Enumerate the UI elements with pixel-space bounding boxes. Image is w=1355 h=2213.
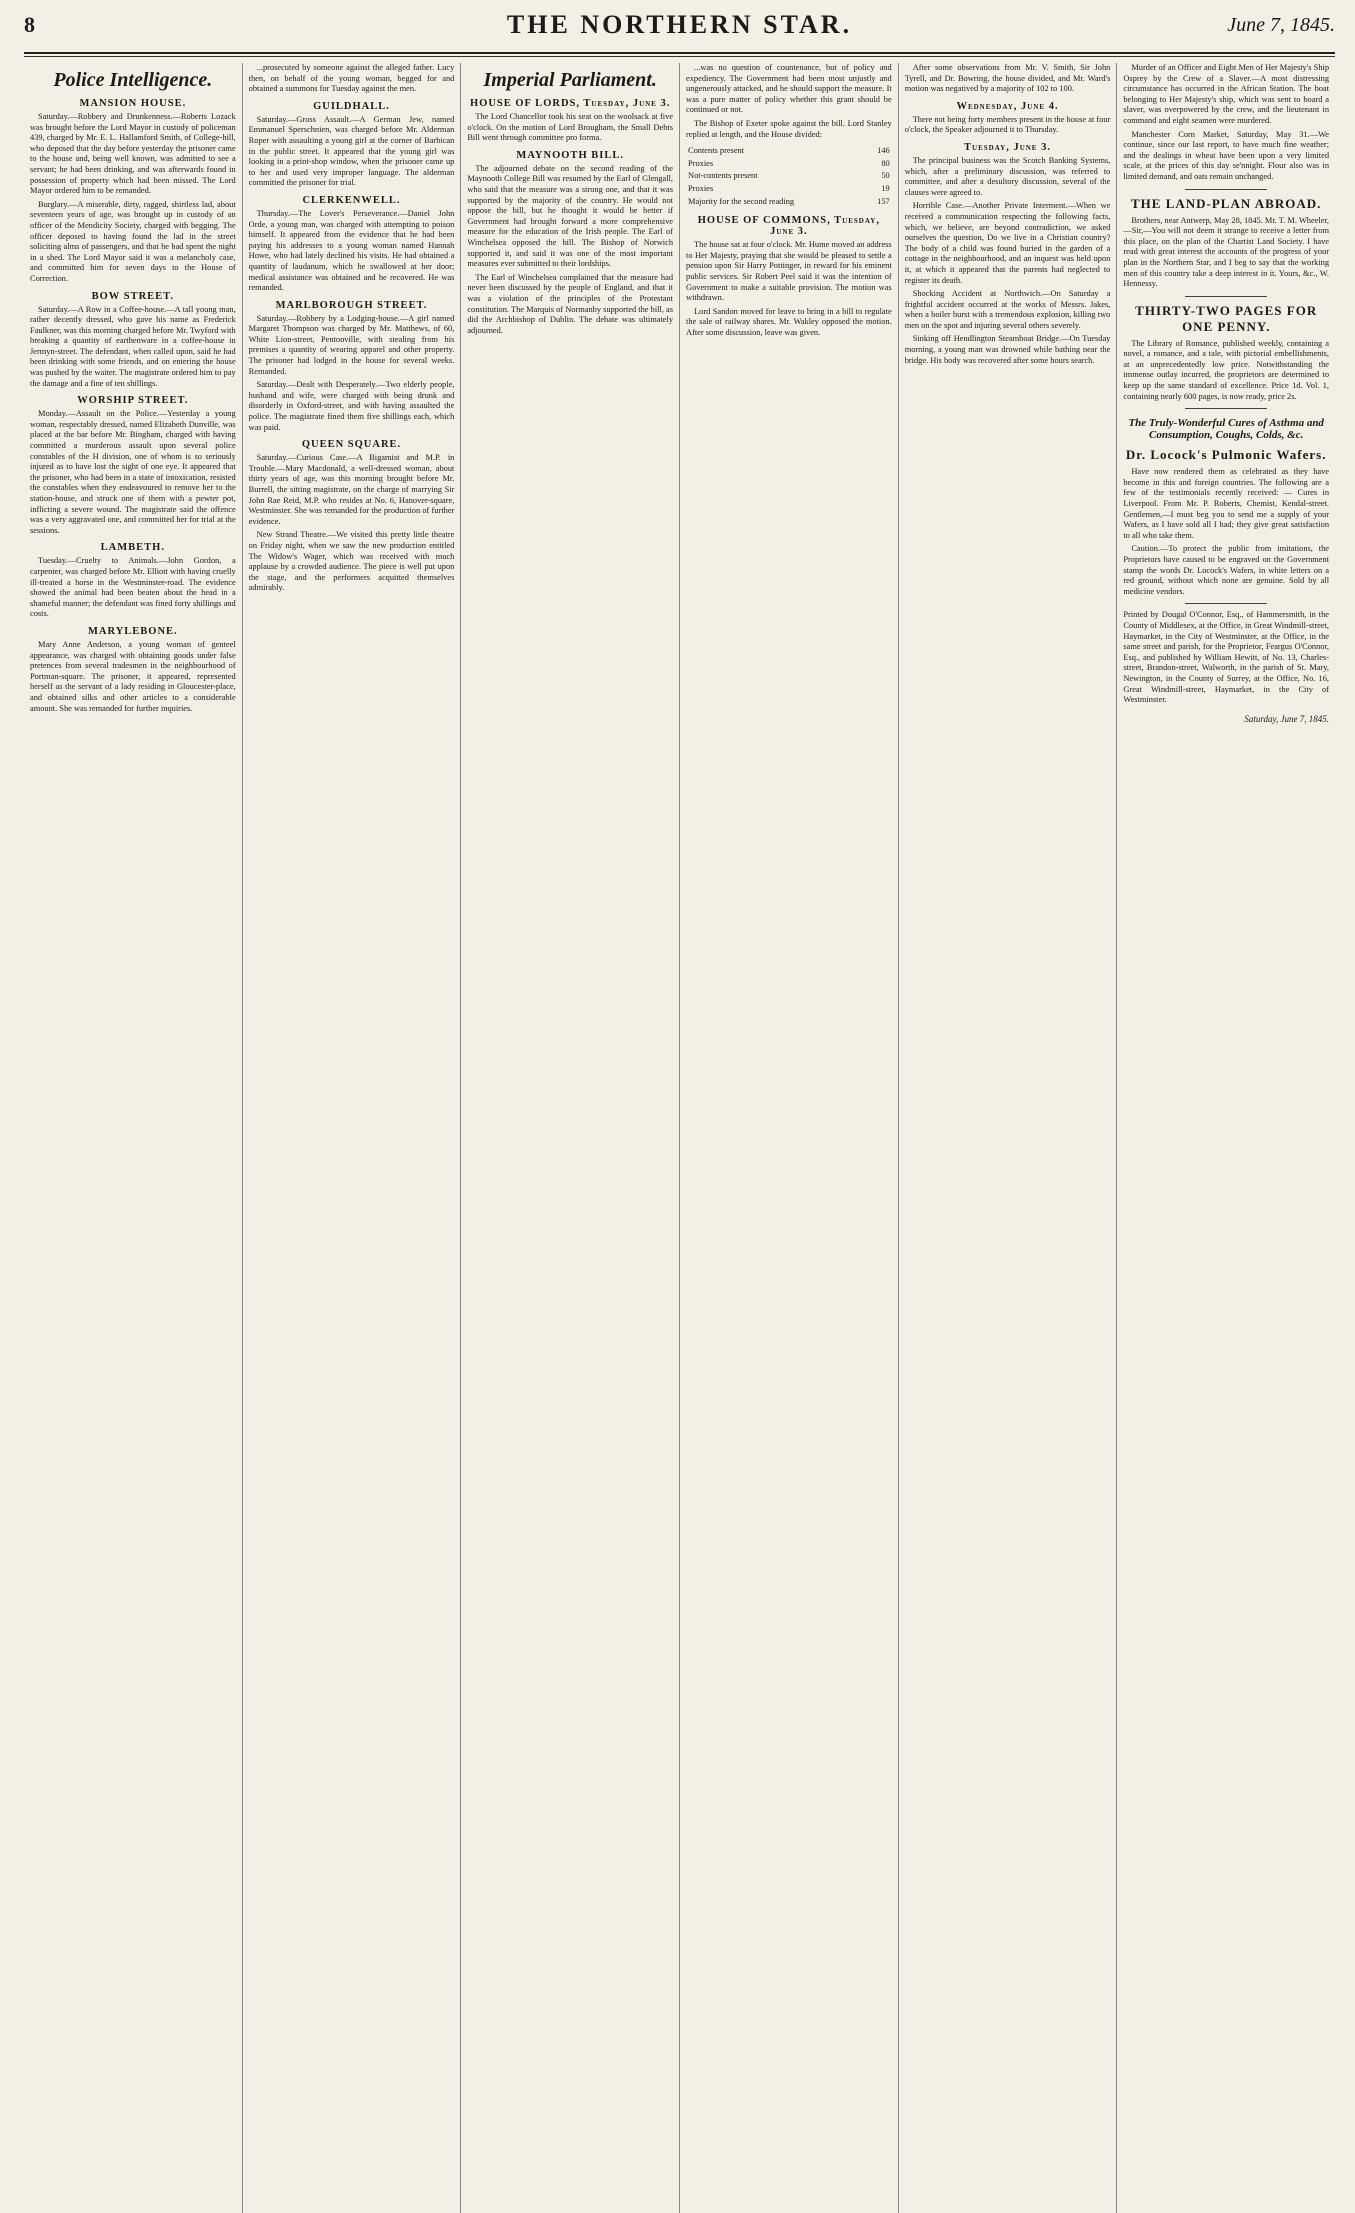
divider bbox=[1185, 189, 1267, 190]
article-text: Saturday.—A Row in a Coffee-house.—A tall young man, rather decently dressed, who gave his name as Frederick Faulkner, was this morning charged before Mr. Twyford with breaking a quantity of earthenware in a coffee-house in Jermyn-street. The defendant, when called upon, said he had been drinking with some friends, and on entering the house was pushed by the waiter. The magistrate ordered him to pay the damage and a fine of ten shillings. bbox=[30, 304, 236, 388]
division-label: Proxies bbox=[688, 183, 714, 193]
page-number: 8 bbox=[24, 12, 35, 37]
advertisement-subtitle: Dr. Locock's Pulmonic Wafers. bbox=[1125, 447, 1327, 463]
column-3-articles bbox=[467, 98, 673, 336]
column-2-articles bbox=[249, 63, 455, 594]
article-heading: QUEEN SQUARE. bbox=[301, 439, 402, 451]
division-count: 157 bbox=[877, 196, 890, 206]
article-heading: MAYNOOTH BILL. bbox=[516, 149, 624, 161]
article-heading: MARLBOROUGH STREET. bbox=[275, 299, 428, 311]
article-text: Saturday.—Dealt with Desperately.—Two elderly people, husband and wife, were charged with being drunk and disorderly in Oxford-street, and with having assaulted the police. The magistrate fined them five shillings each, which was paid. bbox=[248, 380, 455, 432]
section-title: Police Intelligence. bbox=[53, 69, 213, 91]
column-5-articles bbox=[905, 63, 1111, 366]
article-text: Horrible Case.—Another Private Interment.—When we received a communication respecting the following facts, which, we believe, are beyond contradiction, we asked ourselves the question, Do we live in a Christian country? The body of a child was found buried in the garden of a cottage in the neighbourhood, and an inquest was held upon it, at which it appeared that the parents had neglected to register its death. bbox=[904, 201, 1111, 285]
article-heading: MANSION HOUSE. bbox=[79, 98, 187, 109]
article-text: Thursday.—The Lover's Perseverance.—Daniel John Orde, a young man, was charged with attempting to poison himself. It appeared from the evidence that he had been paying his addresses to a young woman named Hannah Howe, who had lately declined his visits. He had obtained a quantity of laudanum, which he swallowed at her door; medical assistance was obtained and he recovered. He was remanded. bbox=[248, 208, 455, 293]
article-text: ...prosecuted by someone against the alleged father. Lucy then, on behalf of the young woman, begged for and obtained a summons for Tuesday against the men. bbox=[248, 63, 455, 94]
columns bbox=[24, 63, 1335, 2213]
article-text: Murder of an Officer and Eight Men of Her Majesty's Ship Osprey by the Crew of a Slaver.—A most distressing circumstance has occurred in the African Station. The boat belonging to Her Majesty's ship, which was sent to board a slaver, was overpowered by the crew, and the lieutenant in command and eight seamen were murdered. bbox=[1123, 63, 1330, 125]
article-text: Saturday.—Gross Assault.—A German Jew, named Emmanuel Sperschnien, was charged before Mr. Alderman Roper with assaulting a young girl at the corner of Barbican in the public street. It appeared that the young girl was looking in a print-shop window, when the prisoner came up to her and used very improper language. The alderman committed the prisoner for trial. bbox=[248, 114, 455, 188]
article-text: The adjourned debate on the second reading of the Maynooth College Bill was resumed by the Earl of Glengall, who said that the measure was a strong one, and that it was supported by the majority of the country. He would not oppose the bill, but he thought it would be better if Government had brought forward a more comprehensive measure for the education of the Irish people. The Earl of Winchelsea opposed the bill. The Bishop of Norwich supported it, and said it was one of the most important measures ever submitted to their lordships. bbox=[467, 163, 674, 269]
article-text: Mary Anne Anderson, a young woman of genteel appearance, was charged with obtaining goods under false pretences from several tradesmen in the neighbourhood of Portman-square. The prisoner, it appeared, represented herself as the servant of a lady residing in Gloucester-place, and obtained silks and other articles to a considerable amount. She was remanded for further inquiries. bbox=[30, 639, 236, 713]
advertisement-text: Have now rendered them as celebrated as they have become in this and foreign countries. The following are a few of the testimonials recently received: — Cures in Liverpool. From Mr. P. Roberts, Chemist, Kendal-street. Gentlemen,—I must beg you to send me a supply of your Wafers, as I have sold all I had; they give great satisfaction to all who take them. bbox=[1123, 467, 1330, 540]
masthead-rule bbox=[24, 54, 1335, 57]
division-count: 80 bbox=[881, 158, 890, 168]
article-text: Saturday.—Robbery by a Lodging-house.—A girl named Margaret Thompson was charged by Mr. Matthews, of 60, White Lion-street, Pentonville, with stealing from his premises a quantity of wearing apparel and other property. The prisoner had lodged in the house for several weeks. Remanded. bbox=[248, 313, 455, 376]
column-6-articles bbox=[1123, 63, 1329, 183]
article-heading: WORSHIP STREET. bbox=[77, 395, 189, 407]
issue-date: June 7, 1845. bbox=[1227, 14, 1335, 36]
division-label: Proxies bbox=[688, 158, 714, 168]
division-label: Not-contents present bbox=[688, 171, 758, 181]
article-text: Tuesday.—Cruelty to Animals.—John Gordon, a carpenter, was charged before Mr. Elliott with having cruelly ill-treated a horse in the Westminster-road. The evidence showed the animal had been beaten about the head in a shameful manner; the defendant was fined forty shillings and costs. bbox=[30, 556, 236, 619]
division-row bbox=[688, 171, 890, 182]
article-text: The Lord Chancellor took his seat on the woolsack at five o'clock. On the motion of Lord Brougham, the Small Debts Bill went through committee pro forma. bbox=[467, 112, 674, 143]
division-count: 19 bbox=[881, 183, 890, 193]
article-heading: Tuesday, June 3. bbox=[964, 141, 1051, 153]
imprint-date: Saturday, June 7, 1845. bbox=[1244, 714, 1330, 725]
article-text: Saturday.—Robbery and Drunkenness.—Roberts Lozack was brought before the Lord Mayor in custody of policeman 439, charged by Mr. E. L. Hallamford Smith, of College-hill, who deposed that the day before yesterday the prisoner came to the house and, being well known, was admitted to see a servant; he had been drinking, and was afterwards found in possession of property which had been missed. The Lord Mayor ordered him to be remanded. bbox=[30, 112, 236, 196]
article-heading: HOUSE OF LORDS, Tuesday, June 3. bbox=[469, 98, 671, 109]
division-label: Contents present bbox=[688, 146, 745, 156]
column-4-articles bbox=[686, 63, 892, 140]
article-text: Manchester Corn Market, Saturday, May 31.—We continue, since our last report, to have much fine weather; and the dealings in wheat have been upon a very limited scale, at the prices of this day se'nnight. Flour also was in limited demand, and oats remain unchanged. bbox=[1123, 129, 1330, 181]
column-6 bbox=[1117, 63, 1335, 2213]
division-count: 50 bbox=[881, 171, 890, 181]
newspaper-title: THE NORTHERN STAR. bbox=[506, 10, 853, 39]
article-heading: HOUSE OF COMMONS, Tuesday, June 3. bbox=[697, 215, 880, 238]
advertisement-text: The Library of Romance, published weekly, containing a novel, a romance, and a tale, with pictorial embellishments, at an unprecedentedly low price. Notwithstanding the immense outlay incurred, the proprietors are determined to keep up the same standard of excellence. Price 1d. Vol. 1, containing nearly 600 pages, is now ready, price 2s. bbox=[1123, 338, 1330, 401]
division-row bbox=[688, 146, 890, 157]
column-5 bbox=[899, 63, 1118, 2213]
column-1-articles bbox=[30, 98, 236, 714]
article-text: Shocking Accident at Northwich.—On Saturday a frightful accident occurred at the works of Messrs. Jakes, when a boiler burst with a tremendous explosion, killing two men on the spot and injuring several others severely. bbox=[904, 289, 1111, 330]
article-text: Lord Sandon moved for leave to bring in a bill to regulate the sale of railway shares. Mr. Wakley opposed the motion. After some discussion, leave was given. bbox=[686, 306, 892, 337]
article-text: Saturday.—Curious Case.—A Bigamist and M.P. in Trouble.—Mary Macdonald, a well-dressed woman, about thirty years of age, was this morning brought before Mr. Burrell, the sitting magistrate, on the charge of marrying Sir John Rae Reid, M.P. who resides at No. 6, Hanover-square, Westminster. She was remanded for the production of further evidence. bbox=[248, 453, 455, 526]
article-text: Monday.—Assault on the Police.—Yesterday a young woman, respectably dressed, named Elizabeth Dunville, was placed at the bar before Mr. Bingham, charged with having committed a murderous assault upon several police constables of the H division, one of whom is so seriously injured as to have lost the sight of one eye. It appeared that the prisoner, who had been in a state of intoxication, resisted the constables when they endeavoured to remove her to the station-house, and struck one of them with a pewter pot, inflicting a severe wound. The magistrate said the offence was a very aggravated one, and committed her for trial at the sessions. bbox=[30, 409, 236, 535]
column-1 bbox=[24, 63, 243, 2213]
article-heading: CLERKENWELL. bbox=[302, 194, 401, 206]
article-text: New Strand Theatre.—We visited this pretty little theatre on Friday night, when we saw the new production entitled The Widow's Wager, which was received with much applause by a crowded audience. The piece is well put upon the stage, and the performers acquitted themselves admirably. bbox=[248, 530, 455, 593]
printer-imprint: Printed by Dougal O'Connor, Esq., of Hammersmith, in the County of Middlesex, at the Office, in Great Windmill-street, Haymarket, in the City of Westminster, at the Office, in the same street and parish, for the Proprietor, Feargus O'Connor, Esq., and published by William Hewitt, of No. 13, Charles-street, Brandon-street, Walworth, in the parish of St. Mary, Newington, in the County of Surrey, at the Office, No. 16, Great Windmill-street, Haymarket, in the City of Westminster. bbox=[1123, 610, 1330, 705]
land-plan-title: THE LAND-PLAN ABROAD. bbox=[1131, 195, 1322, 211]
divider bbox=[1185, 408, 1267, 409]
column-3 bbox=[461, 63, 680, 2213]
article-heading: LAMBETH. bbox=[100, 542, 165, 554]
section-title: Imperial Parliament. bbox=[483, 69, 657, 91]
divider bbox=[1185, 603, 1267, 604]
article-text: The Bishop of Exeter spoke against the bill. Lord Stanley replied at length, and the House divided: bbox=[686, 118, 892, 139]
advertisement-title: The Truly-Wonderful Cures of Asthma and Consumption, Coughs, Colds, &c. bbox=[1128, 417, 1324, 442]
division-table bbox=[686, 144, 892, 209]
article-heading: Wednesday, June 4. bbox=[956, 100, 1059, 112]
article-heading: BOW STREET. bbox=[91, 290, 175, 302]
article-text: The house sat at four o'clock. Mr. Hume moved an address to Her Majesty, praying that she would be pleased to settle a pension upon Sir Harry Pottinger, in reward for his eminent public services. Sir Robert Peel said it was the intention of Government to make a suitable provision. The motion was withdrawn. bbox=[686, 240, 892, 303]
column-4-articles-continued bbox=[686, 215, 892, 338]
article-heading: GUILDHALL. bbox=[313, 100, 390, 112]
division-row bbox=[688, 159, 890, 170]
article-heading: MARYLEBONE. bbox=[87, 625, 178, 637]
column-4 bbox=[680, 63, 899, 2213]
division-row bbox=[688, 197, 890, 208]
division-row bbox=[688, 184, 890, 195]
division-count: 146 bbox=[877, 146, 890, 156]
column-2 bbox=[243, 63, 462, 2213]
article-text: After some observations from Mr. V. Smith, Sir John Tyrell, and Dr. Bowring, the house divided, and Mr. Ward's motion was negatived by a majority of 102 to 100. bbox=[904, 63, 1111, 94]
advertisement-caution: Caution.—To protect the public from imitations, the Proprietors have caused to be engraved on the Government stamp the words Dr. Locock's Wafers, in white letters on a red ground, without which none are genuine. Sold by all medicine vendors. bbox=[1123, 544, 1330, 596]
advertisement-title: THIRTY-TWO PAGES FOR ONE PENNY. bbox=[1135, 302, 1318, 334]
article-text: There not being forty members present in the house at four o'clock, the Speaker adjourned it to Thursday. bbox=[904, 114, 1111, 135]
article-text: Burglary.—A miserable, dirty, ragged, shirtless lad, about seventeen years of age, was brought up in custody of an officer of the Mendicity Society, charged with begging. The officer deposed to having found the lad in the street soliciting alms of passengers, and that he had spent the night in a shed. The Lord Mayor said it was a melancholy case, and committed him for seven days to the House of Correction. bbox=[30, 199, 236, 283]
article-text: The principal business was the Scotch Banking Systems, which, after a preliminary discussion, was referred to committee, and after a desultory discussion, several of the clauses were agreed to. bbox=[904, 155, 1111, 197]
divider bbox=[1185, 296, 1267, 297]
masthead bbox=[24, 8, 1335, 54]
article-text: The Earl of Winchelsea complained that the measure had never been discussed by the people of England, and that it was a violation of the principles of the Protestant constitution. The Marquis of Normanby supported the bill, as did the Archbishop of Dublin. The debate was ultimately adjourned. bbox=[467, 272, 674, 335]
land-plan-text: Brothers, near Antwerp, May 28, 1845. Mr. T. M. Wheeler,—Sir,—You will not deem it strange to receive a letter from this place, on the plan of the Chartist Land Society. I have read with great interest the accounts of the progress of your plan in the Northern Star, and I beg to say that the working men of this country take a deep interest in it. Yours, &c., W. Hennessy. bbox=[1123, 215, 1330, 289]
article-text: Sinking off Hendlington Steamboat Bridge.—On Tuesday morning, a young man was drowned while bathing near the bridge. His body was recovered after some hours search. bbox=[904, 334, 1111, 365]
article-text: ...was no question of countenance, but of policy and expediency. The Government had been most unjustly and ungenerously attacked, and he should support the measure. It was a pure matter of policy whether this grant should be continued or not. bbox=[686, 63, 892, 115]
division-label: Majority for the second reading bbox=[688, 196, 795, 206]
